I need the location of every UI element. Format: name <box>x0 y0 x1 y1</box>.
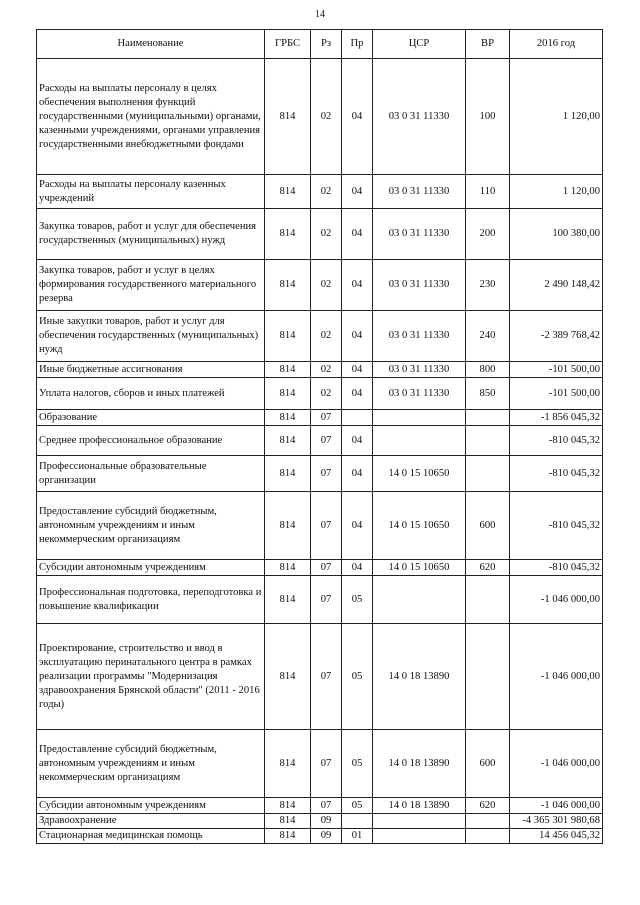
row-name: Иные бюджетные ассигнования <box>37 362 265 378</box>
row-amount: -810 045,32 <box>510 560 603 576</box>
row-name: Стационарная медицинская помощь <box>37 829 265 844</box>
row-rz: 07 <box>311 456 342 492</box>
row-csr <box>373 829 466 844</box>
row-rz: 07 <box>311 730 342 798</box>
row-rz: 07 <box>311 798 342 814</box>
row-grbs: 814 <box>265 260 311 311</box>
row-amount: 1 120,00 <box>510 59 603 175</box>
table-row <box>37 624 603 730</box>
row-rz: 07 <box>311 410 342 426</box>
row-vr: 600 <box>466 492 510 560</box>
row-vr: 850 <box>466 378 510 410</box>
row-name: Расходы на выплаты персоналу казенных учреждений <box>37 175 265 209</box>
row-pr: 05 <box>342 576 373 624</box>
row-grbs: 814 <box>265 798 311 814</box>
row-grbs: 814 <box>265 492 311 560</box>
row-name: Закупка товаров, работ и услуг для обеспечения государственных (муниципальных) нужд <box>37 209 265 260</box>
budget-table <box>36 29 603 844</box>
row-csr: 03 0 31 11330 <box>373 209 466 260</box>
row-grbs: 814 <box>265 175 311 209</box>
row-name: Среднее профессиональное образование <box>37 426 265 456</box>
row-pr: 04 <box>342 560 373 576</box>
row-amount: -101 500,00 <box>510 362 603 378</box>
row-csr: 03 0 31 11330 <box>373 260 466 311</box>
row-amount: -1 856 045,32 <box>510 410 603 426</box>
table-row <box>37 311 603 362</box>
row-pr: 05 <box>342 798 373 814</box>
row-vr <box>466 624 510 730</box>
row-rz: 02 <box>311 260 342 311</box>
header-pr: Пр <box>342 30 373 59</box>
table-row <box>37 426 603 456</box>
row-rz: 02 <box>311 59 342 175</box>
row-vr: 620 <box>466 798 510 814</box>
row-name: Проектирование, строительство и ввод в эксплуатацию перинатального центра в рамках реализации программы "Модернизация здравоохранения Брянской области" (2011 - 2016 годы) <box>37 624 265 730</box>
row-amount: 1 120,00 <box>510 175 603 209</box>
row-csr: 14 0 18 13890 <box>373 798 466 814</box>
row-pr: 05 <box>342 624 373 730</box>
row-amount: 2 490 148,42 <box>510 260 603 311</box>
row-rz: 07 <box>311 624 342 730</box>
table-row <box>37 814 603 829</box>
row-pr: 04 <box>342 59 373 175</box>
row-rz: 02 <box>311 209 342 260</box>
table-row <box>37 362 603 378</box>
row-vr <box>466 829 510 844</box>
table-row <box>37 456 603 492</box>
row-pr: 04 <box>342 362 373 378</box>
header-vr: ВР <box>466 30 510 59</box>
row-vr: 620 <box>466 560 510 576</box>
row-pr: 05 <box>342 730 373 798</box>
table-row <box>37 560 603 576</box>
table-row <box>37 209 603 260</box>
row-name: Закупка товаров, работ и услуг в целях формирования государственного материального резерва <box>37 260 265 311</box>
row-amount: -1 046 000,00 <box>510 798 603 814</box>
row-rz: 09 <box>311 814 342 829</box>
row-vr: 200 <box>466 209 510 260</box>
row-amount: -810 045,32 <box>510 492 603 560</box>
table-row <box>37 59 603 175</box>
row-vr: 230 <box>466 260 510 311</box>
row-amount: -1 046 000,00 <box>510 576 603 624</box>
table-row <box>37 410 603 426</box>
row-grbs: 814 <box>265 730 311 798</box>
row-csr <box>373 814 466 829</box>
row-vr: 600 <box>466 730 510 798</box>
table-row <box>37 378 603 410</box>
row-rz: 02 <box>311 378 342 410</box>
table-row <box>37 829 603 844</box>
row-vr: 240 <box>466 311 510 362</box>
row-vr <box>466 456 510 492</box>
row-name: Предоставление субсидий бюджетным, автономным учреждениям и иным некоммерческим организациям <box>37 492 265 560</box>
row-name: Профессиональная подготовка, переподготовка и повышение квалификации <box>37 576 265 624</box>
row-csr: 14 0 15 10650 <box>373 560 466 576</box>
row-pr <box>342 814 373 829</box>
row-grbs: 814 <box>265 410 311 426</box>
row-csr: 03 0 31 11330 <box>373 311 466 362</box>
row-grbs: 814 <box>265 59 311 175</box>
row-amount: 14 456 045,32 <box>510 829 603 844</box>
row-pr: 04 <box>342 209 373 260</box>
row-vr <box>466 814 510 829</box>
row-name: Здравоохранение <box>37 814 265 829</box>
row-pr: 04 <box>342 492 373 560</box>
row-csr: 03 0 31 11330 <box>373 362 466 378</box>
header-grbs: ГРБС <box>265 30 311 59</box>
row-pr: 04 <box>342 260 373 311</box>
header-rz: Рз <box>311 30 342 59</box>
row-grbs: 814 <box>265 362 311 378</box>
row-amount: -810 045,32 <box>510 456 603 492</box>
row-name: Расходы на выплаты персоналу в целях обеспечения выполнения функций государственными (муниципальными) органами, казенными учреждениями, органами управления государственными внебюджетными фондами <box>37 59 265 175</box>
row-name: Иные закупки товаров, работ и услуг для обеспечения государственных (муниципальных) нужд <box>37 311 265 362</box>
row-csr: 03 0 31 11330 <box>373 59 466 175</box>
row-grbs: 814 <box>265 624 311 730</box>
page-number: 14 <box>315 9 325 20</box>
row-rz: 07 <box>311 426 342 456</box>
table-header-row <box>37 30 603 59</box>
row-csr: 14 0 15 10650 <box>373 492 466 560</box>
row-name: Субсидии автономным учреждениям <box>37 560 265 576</box>
row-pr: 04 <box>342 456 373 492</box>
row-pr: 04 <box>342 426 373 456</box>
row-amount: -1 046 000,00 <box>510 624 603 730</box>
row-grbs: 814 <box>265 311 311 362</box>
row-grbs: 814 <box>265 209 311 260</box>
row-rz: 09 <box>311 829 342 844</box>
table-row <box>37 492 603 560</box>
row-grbs: 814 <box>265 456 311 492</box>
row-pr: 04 <box>342 175 373 209</box>
row-csr: 03 0 31 11330 <box>373 175 466 209</box>
row-name: Уплата налогов, сборов и иных платежей <box>37 378 265 410</box>
table-row <box>37 798 603 814</box>
row-pr <box>342 410 373 426</box>
row-grbs: 814 <box>265 426 311 456</box>
row-csr: 14 0 15 10650 <box>373 456 466 492</box>
row-rz: 02 <box>311 362 342 378</box>
row-grbs: 814 <box>265 814 311 829</box>
row-vr: 800 <box>466 362 510 378</box>
table-row <box>37 260 603 311</box>
header-amount: 2016 год <box>510 30 603 59</box>
row-rz: 02 <box>311 311 342 362</box>
row-vr <box>466 426 510 456</box>
row-name: Предоставление субсидий бюджетным, автономным учреждениям и иным некоммерческим организациям <box>37 730 265 798</box>
row-csr: 03 0 31 11330 <box>373 378 466 410</box>
row-vr: 100 <box>466 59 510 175</box>
table-row <box>37 730 603 798</box>
row-amount: -2 389 768,42 <box>510 311 603 362</box>
row-amount: 100 380,00 <box>510 209 603 260</box>
row-pr: 04 <box>342 378 373 410</box>
row-grbs: 814 <box>265 560 311 576</box>
row-amount: -4 365 301 980,68 <box>510 814 603 829</box>
row-amount: -810 045,32 <box>510 426 603 456</box>
row-csr: 14 0 18 13890 <box>373 624 466 730</box>
row-grbs: 814 <box>265 576 311 624</box>
row-vr: 110 <box>466 175 510 209</box>
header-csr: ЦСР <box>373 30 466 59</box>
row-amount: -101 500,00 <box>510 378 603 410</box>
table-row <box>37 175 603 209</box>
row-vr <box>466 576 510 624</box>
row-grbs: 814 <box>265 829 311 844</box>
row-csr <box>373 426 466 456</box>
row-name: Субсидии автономным учреждениям <box>37 798 265 814</box>
row-name: Образование <box>37 410 265 426</box>
row-rz: 07 <box>311 576 342 624</box>
row-csr <box>373 410 466 426</box>
table-row <box>37 576 603 624</box>
row-pr: 01 <box>342 829 373 844</box>
row-rz: 07 <box>311 492 342 560</box>
row-csr: 14 0 18 13890 <box>373 730 466 798</box>
row-name: Профессиональные образовательные организации <box>37 456 265 492</box>
row-csr <box>373 576 466 624</box>
header-name: Наименование <box>37 30 265 59</box>
row-rz: 07 <box>311 560 342 576</box>
row-rz: 02 <box>311 175 342 209</box>
row-vr <box>466 410 510 426</box>
row-pr: 04 <box>342 311 373 362</box>
row-grbs: 814 <box>265 378 311 410</box>
row-amount: -1 046 000,00 <box>510 730 603 798</box>
